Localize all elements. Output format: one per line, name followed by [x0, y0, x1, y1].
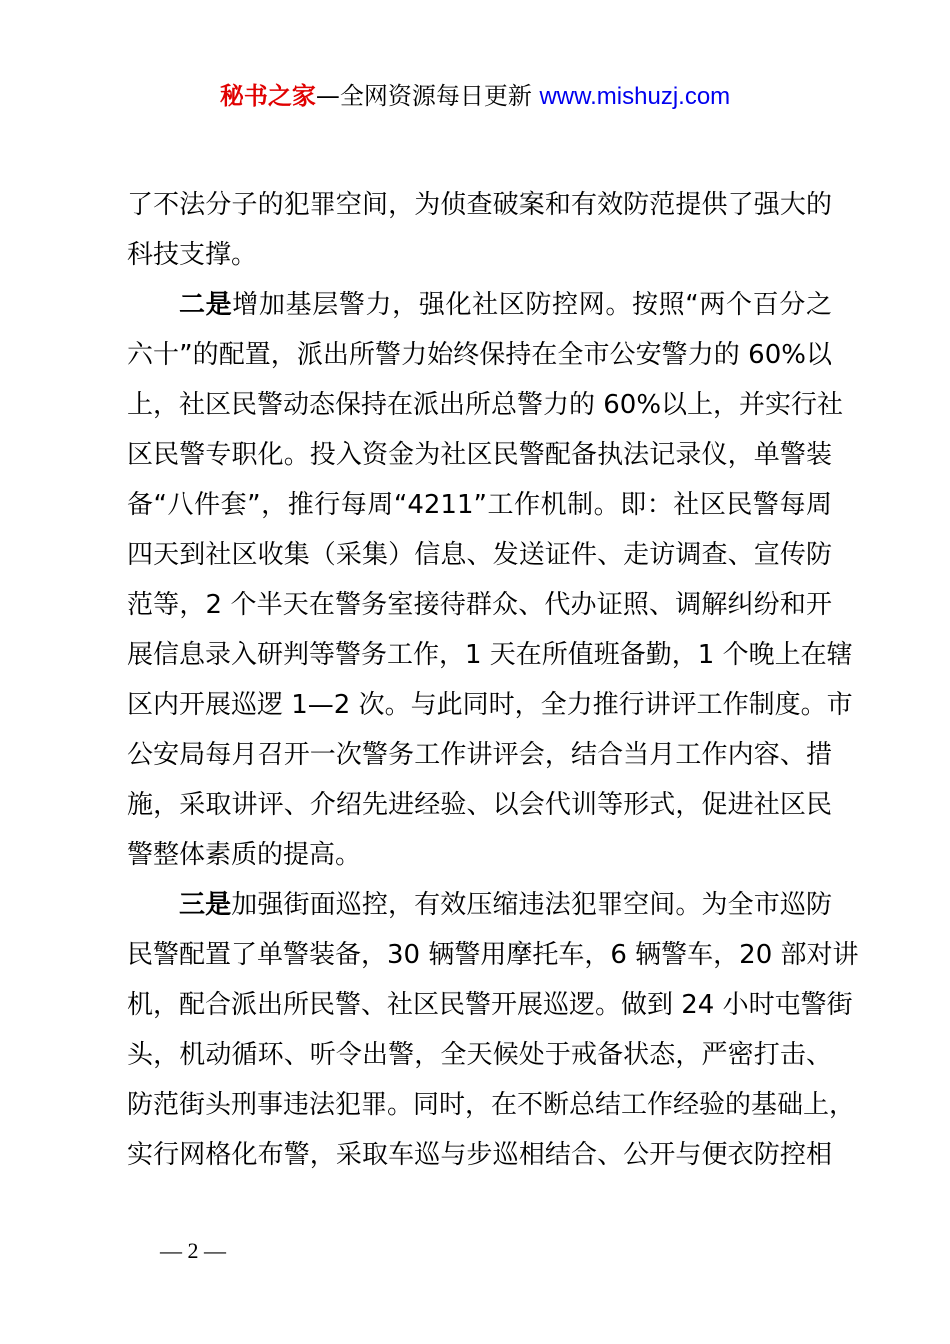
paragraph-line: 展信息录入研判等警务工作，1 天在所值班备勤，1 个晚上在辖 — [127, 640, 853, 670]
document-header — [0, 80, 950, 113]
paragraph-line: 民警配置了单警装备，30 辆警用摩托车，6 辆警车，20 部对讲 — [127, 940, 859, 970]
paragraph-line: 区内开展巡逻 1—2 次。与此同时，全力推行讲评工作制度。市 — [127, 690, 853, 720]
paragraph-line: 六十”的配置，派出所警力始终保持在全市公安警力的 60%以 — [127, 340, 832, 370]
paragraph-line: 公安局每月召开一次警务工作讲评会，结合当月工作内容、措 — [127, 740, 832, 770]
paragraph-line: 防范街头刑事违法犯罪。同时，在不断总结工作经验的基础上， — [127, 1090, 856, 1120]
header-tagline: —全网资源每日更新 — [315, 82, 540, 110]
paragraph-line: 施，采取讲评、介绍先进经验、以会代训等形式，促进社区民 — [127, 790, 832, 820]
document-body — [127, 180, 859, 1180]
paragraph-line: 警整体素质的提高。 — [127, 840, 362, 870]
paragraph-lead: 三是 — [179, 890, 232, 920]
paragraph-line: 范等，2 个半天在警务室接待群众、代办证照、调解纠纷和开 — [127, 590, 832, 620]
paragraph-first-line — [127, 880, 832, 930]
paragraph-line: 上，社区民警动态保持在派出所总警力的 60%以上，并实行社 — [127, 390, 844, 420]
paragraph-first-line — [127, 280, 832, 330]
paragraph-line: 四天到社区收集（采集）信息、发送证件、走访调查、宣传防 — [127, 540, 832, 570]
brand-name: 秘书之家 — [219, 82, 316, 110]
paragraph-line: 备“八件套”，推行每周“4211”工作机制。即：社区民警每周 — [127, 490, 832, 520]
page-number: — 2 — — [160, 1238, 226, 1263]
paragraph-line-text: 加强街面巡控，有效压缩违法犯罪空间。为全市巡防 — [231, 890, 832, 920]
paragraph-line: 机，配合派出所民警、社区民警开展巡逻。做到 24 小时屯警街 — [127, 990, 853, 1020]
paragraph-line: 头，机动循环、听令出警，全天候处于戒备状态，严密打击、 — [127, 1040, 832, 1070]
site-url[interactable]: www.mishuzj.com — [539, 83, 731, 110]
paragraph-line: 科技支撑。 — [127, 240, 258, 270]
paragraph-line-text: 增加基层警力，强化社区防控网。按照“两个百分之 — [232, 290, 832, 320]
paragraph-line: 了不法分子的犯罪空间，为侦查破案和有效防范提供了强大的 — [127, 190, 832, 220]
paragraph-lead: 二是 — [179, 290, 233, 320]
paragraph-line: 区民警专职化。投入资金为社区民警配备执法记录仪，单警装 — [127, 440, 832, 470]
paragraph-line: 实行网格化布警，采取车巡与步巡相结合、公开与便衣防控相 — [127, 1140, 832, 1170]
